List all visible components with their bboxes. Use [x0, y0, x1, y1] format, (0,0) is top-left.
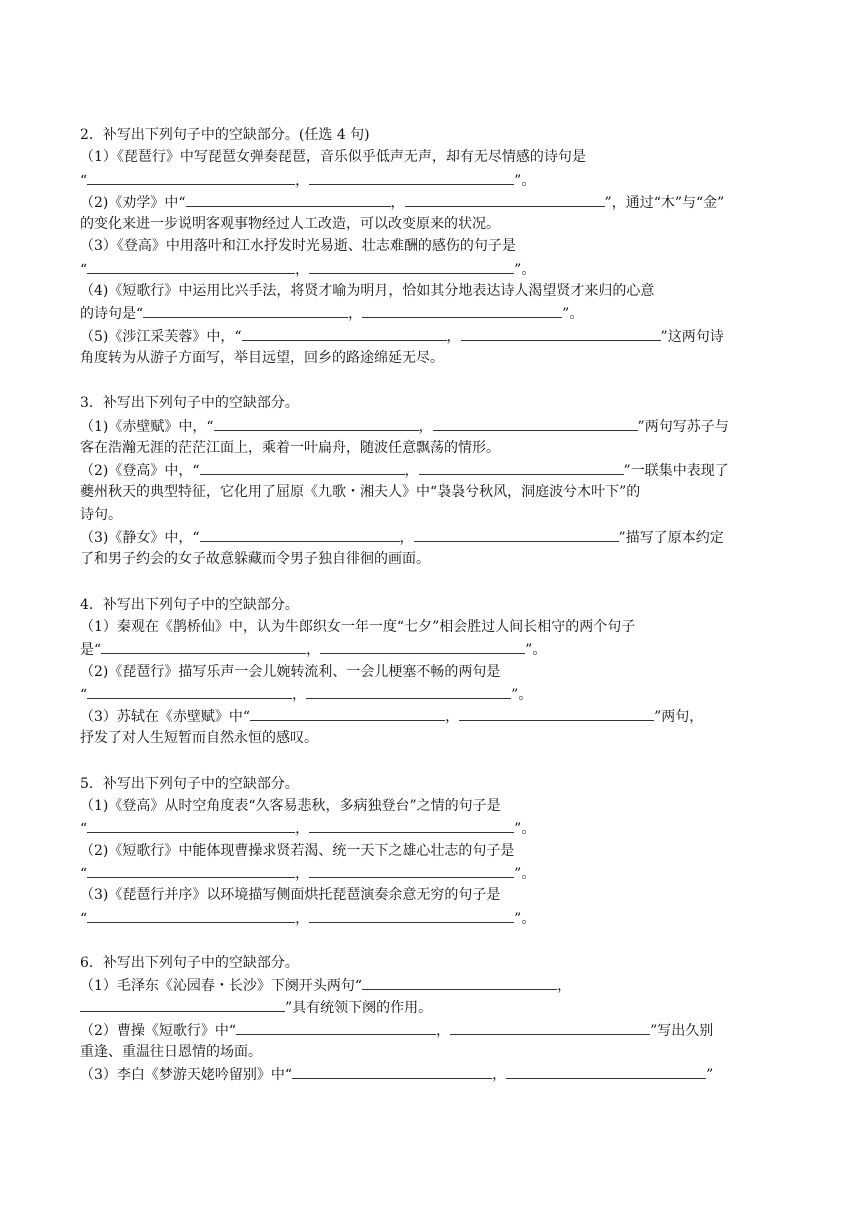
question-text: 是“ [80, 642, 102, 659]
answer-blank[interactable] [87, 817, 295, 833]
answer-blank[interactable] [419, 459, 624, 475]
question-text: “ [80, 686, 88, 703]
question-text: ， [292, 686, 307, 703]
question-line [80, 974, 780, 996]
question-text: （1）秦观在《鹊桥仙》中，认为牛郎织女一年一度“七夕”相会胜过人间长相守的两个句子 [80, 618, 636, 635]
question-line [80, 280, 780, 302]
answer-blank[interactable] [309, 862, 514, 878]
question-title: 4．补写出下列句子中的空缺部分。 [80, 596, 299, 613]
question-text: ， [492, 1067, 507, 1084]
answer-blank[interactable] [450, 1019, 650, 1035]
question-line [80, 258, 780, 280]
question-line [80, 907, 780, 929]
question-text: （3）苏轼在《赤壁赋》中“ [80, 709, 251, 726]
question-text: （1)《赤壁赋》中，“ [80, 418, 214, 435]
answer-blank[interactable] [362, 974, 557, 990]
question-text: （3）李白《梦游天姥吟留别》中“ [80, 1067, 293, 1084]
question-line [80, 862, 780, 884]
question-text: ”两句， [654, 709, 704, 726]
answer-blank[interactable] [309, 817, 514, 833]
question-text: ”写出久别 [650, 1022, 714, 1039]
answer-blank[interactable] [362, 302, 562, 318]
question-text: ”。 [514, 910, 536, 927]
question-text: 的变化来进一步说明客观事物经过人工改造，可以改变原来的状况。 [80, 216, 500, 233]
question-line [80, 817, 780, 839]
question-line [80, 683, 780, 705]
question-line [80, 996, 780, 1018]
question-text: ， [404, 463, 419, 480]
question-text: 夔州秋天的典型特征，它化用了屈原《九歌・湘夫人》中“袅袅兮秋风，洞庭波兮木叶下”的 [80, 484, 641, 501]
answer-blank[interactable] [186, 191, 391, 207]
question-line [80, 727, 780, 749]
question-text: ， [295, 172, 310, 189]
question-text: ， [399, 530, 414, 547]
question-text: ， [446, 328, 461, 345]
question-text: （1）毛泽东《沁园春・长沙》下阕开头两句“ [80, 978, 363, 995]
question-text: （1)《登高》从时空角度表“久客易悲秋，多病独登台”之情的句子是 [80, 798, 501, 815]
question-text: 客在浩瀚无涯的茫茫江面上，乘着一叶扁舟，随波任意飘荡的情形。 [80, 439, 500, 456]
question-text: 诗句。 [80, 506, 122, 523]
question-text: “ [80, 910, 88, 927]
answer-blank[interactable] [200, 526, 400, 542]
worksheet [80, 124, 780, 1109]
answer-blank[interactable] [87, 258, 295, 274]
question-title: 3．补写出下列句子中的空缺部分。 [80, 395, 299, 412]
question-text: ”。 [511, 686, 533, 703]
answer-blank[interactable] [405, 191, 605, 207]
answer-blank[interactable] [461, 325, 661, 341]
question-text: ， [295, 821, 310, 838]
question-text: （1）《琵琶行》中写琵琶女弹奏琵琶，音乐似乎低声无声，却有无尽情感的诗句是 [80, 149, 586, 166]
question-block [80, 124, 780, 369]
question-text: ”两句写苏子与 [637, 418, 729, 435]
answer-blank[interactable] [87, 683, 292, 699]
question-text: （3）《登高》中用落叶和江水抒发时光易逝、壮志难酬的感伤的句子是 [80, 238, 516, 255]
question-title: 5．补写出下列句子中的空缺部分。 [80, 775, 299, 792]
question-text: ， [436, 1022, 451, 1039]
question-text: ， [348, 306, 363, 323]
answer-blank[interactable] [214, 415, 419, 431]
question-text: （3)《琵琶行并序》以环境描写侧面烘托琵琶演奏余意无穷的句子是 [80, 887, 501, 904]
answer-blank[interactable] [320, 638, 525, 654]
question-text: （2)《登高》中，“ [80, 463, 200, 480]
question-text: “ [80, 261, 88, 278]
answer-blank[interactable] [459, 705, 654, 721]
question-text: ” [706, 1067, 714, 1084]
question-line [80, 840, 780, 862]
question-line [80, 437, 780, 459]
question-text: ”。 [525, 642, 547, 659]
question-line [80, 1019, 780, 1041]
question-text: ”。 [514, 172, 536, 189]
question-text: 的诗句是“ [80, 306, 144, 323]
question-title: 6．补写出下列句子中的空缺部分。 [80, 954, 299, 971]
answer-blank[interactable] [506, 1063, 706, 1079]
question-line [80, 504, 780, 526]
answer-blank[interactable] [242, 325, 447, 341]
question-text: ”。 [514, 821, 536, 838]
question-text: 重逢、重温往日恩情的场面。 [80, 1043, 262, 1060]
question-line [80, 481, 780, 503]
question-text: ”一联集中表现了 [623, 463, 729, 480]
answer-blank[interactable] [309, 258, 514, 274]
question-line [80, 548, 780, 570]
question-text: ， [390, 194, 405, 211]
question-text: 了和男子约会的女子故意躲藏而令男子独自徘徊的画面。 [80, 551, 430, 568]
question-line [80, 1041, 780, 1063]
answer-blank[interactable] [309, 169, 514, 185]
question-text: ”描写了原本约定 [618, 530, 724, 547]
answer-blank[interactable] [433, 415, 638, 431]
question-text: ”。 [562, 306, 584, 323]
answer-blank[interactable] [306, 683, 511, 699]
question-line [80, 325, 780, 347]
question-line [80, 661, 780, 683]
answer-blank[interactable] [143, 302, 348, 318]
question-line [80, 616, 780, 638]
answer-blank[interactable] [250, 705, 445, 721]
question-text: 抒发了对人生短暂而自然永恒的感叹。 [80, 730, 318, 747]
question-block [80, 773, 780, 929]
question-line [80, 459, 780, 481]
question-text: ， [557, 978, 572, 995]
question-line [80, 884, 780, 906]
question-line [80, 705, 780, 727]
question-text: ”具有统领下阕的作用。 [285, 1000, 433, 1017]
question-text: ， [295, 261, 310, 278]
question-text: “ [80, 865, 88, 882]
question-line [80, 191, 780, 213]
answer-blank[interactable] [309, 907, 514, 923]
question-text: ， [445, 709, 460, 726]
answer-blank[interactable] [80, 996, 285, 1012]
question-text: ， [295, 910, 310, 927]
answer-blank[interactable] [200, 459, 405, 475]
question-text: ”这两句诗 [660, 328, 724, 345]
answer-blank[interactable] [87, 907, 295, 923]
question-text: ”，通过“木”与“金” [604, 194, 725, 211]
question-line [80, 347, 780, 369]
question-line [80, 146, 780, 168]
answer-blank[interactable] [87, 169, 295, 185]
question-line [80, 638, 780, 660]
answer-blank[interactable] [292, 1063, 492, 1079]
answer-blank[interactable] [101, 638, 306, 654]
question-line [80, 213, 780, 235]
question-text: （4)《短歌行》中运用比兴手法，将贤才喻为明月，恰如其分地表达诗人渴望贤才来归的心意 [80, 283, 655, 300]
question-block [80, 594, 780, 750]
question-line [80, 415, 780, 437]
question-line [80, 795, 780, 817]
question-text: （2)《短歌行》中能体现曹操求贤若渴、统一天下之雄心壮志的句子是 [80, 842, 515, 859]
question-text: （2)《劝学》中“ [80, 194, 186, 211]
question-text: （5)《涉江采芙蓉》中，“ [80, 328, 242, 345]
question-text: 角度转为从游子方面写，举目远望，回乡的路途绵延无尽。 [80, 349, 444, 366]
question-text: ”。 [514, 261, 536, 278]
question-text: “ [80, 821, 88, 838]
answer-blank[interactable] [414, 526, 619, 542]
question-block [80, 952, 780, 1086]
question-text: （3)《静女》中，“ [80, 530, 200, 547]
question-title: 2．补写出下列句子中的空缺部分。(任选 4 句) [80, 127, 370, 143]
question-text: ， [418, 418, 433, 435]
question-text: ， [295, 865, 310, 882]
question-line [80, 169, 780, 191]
question-text: ”。 [514, 865, 536, 882]
question-text: （2）曹操《短歌行》中“ [80, 1022, 237, 1039]
question-line [80, 235, 780, 257]
question-block [80, 392, 780, 570]
answer-blank[interactable] [87, 862, 295, 878]
answer-blank[interactable] [236, 1019, 436, 1035]
question-line [80, 1063, 780, 1085]
question-text: （2)《琵琶行》描写乐声一会儿婉转流利、一会儿梗塞不畅的两句是 [80, 663, 501, 680]
question-text: “ [80, 172, 88, 189]
question-line [80, 526, 780, 548]
question-line [80, 302, 780, 324]
question-text: ， [306, 642, 321, 659]
